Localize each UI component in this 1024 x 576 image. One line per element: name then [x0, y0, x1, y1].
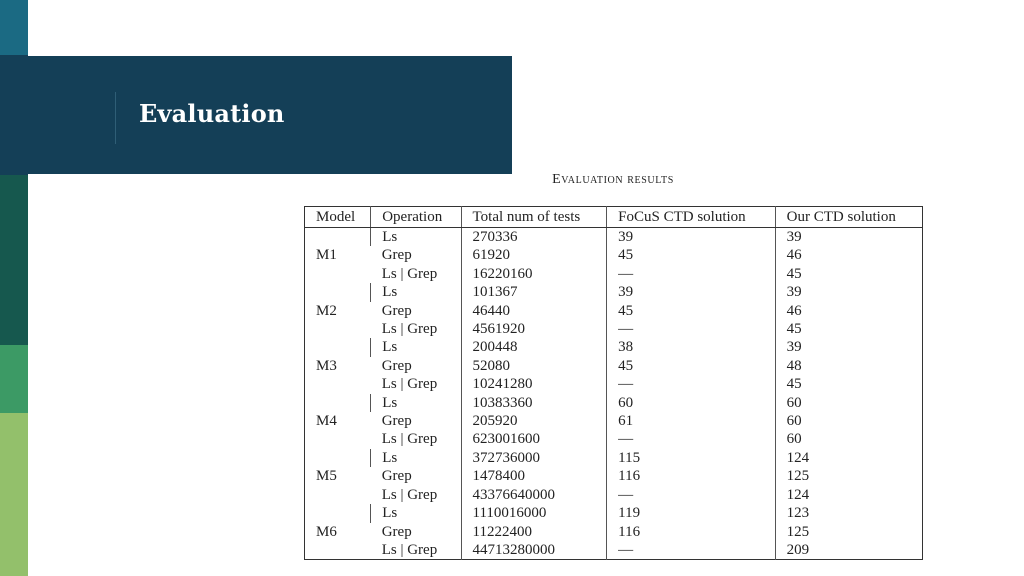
- our-solution-cell: 124: [775, 486, 922, 504]
- total-tests-cell: 10383360: [461, 394, 607, 412]
- total-tests-cell: 4561920: [461, 320, 607, 338]
- total-tests-cell: 1110016000: [461, 504, 607, 522]
- table-row: [305, 541, 923, 560]
- total-tests-cell: 11222400: [461, 523, 607, 541]
- our-solution-cell: 39: [775, 338, 922, 356]
- table-row: [305, 430, 923, 448]
- evaluation-results-table: [304, 206, 923, 560]
- focus-solution-cell: 39: [607, 283, 776, 301]
- operation-cell: Ls: [371, 283, 461, 301]
- table-row: [305, 357, 923, 375]
- operation-cell: Ls: [371, 338, 461, 356]
- operation-cell: Ls | Grep: [381, 431, 438, 448]
- our-solution-cell: 39: [775, 228, 922, 247]
- our-solution-cell: 60: [775, 412, 922, 430]
- our-solution-cell: 125: [775, 467, 922, 485]
- operation-cell: Grep: [381, 357, 412, 374]
- total-tests-cell: 200448: [461, 338, 607, 356]
- page-title: Evaluation: [139, 99, 285, 128]
- table-row: [305, 394, 923, 412]
- total-tests-cell: 16220160: [461, 265, 607, 283]
- total-tests-cell: 1478400: [461, 467, 607, 485]
- focus-solution-cell: —: [607, 541, 776, 560]
- focus-solution-cell: —: [607, 320, 776, 338]
- focus-solution-cell: 38: [607, 338, 776, 356]
- focus-solution-cell: —: [607, 486, 776, 504]
- operation-cell: Grep: [381, 302, 412, 319]
- focus-solution-cell: 60: [607, 394, 776, 412]
- total-tests-cell: 43376640000: [461, 486, 607, 504]
- table-row: [305, 246, 923, 264]
- table-row: [305, 486, 923, 504]
- our-solution-cell: 45: [775, 320, 922, 338]
- total-tests-cell: 270336: [461, 228, 607, 247]
- focus-solution-cell: —: [607, 375, 776, 393]
- focus-solution-cell: 39: [607, 228, 776, 247]
- operation-cell: Grep: [381, 468, 412, 485]
- our-solution-cell: 45: [775, 375, 922, 393]
- table-caption-text: Evaluation results: [552, 172, 674, 187]
- total-tests-cell: 61920: [461, 246, 607, 264]
- our-solution-cell: 60: [775, 394, 922, 412]
- model-cell: M3: [316, 357, 337, 374]
- table-row: [305, 320, 923, 338]
- model-cell: M6: [316, 523, 337, 540]
- focus-solution-cell: —: [607, 430, 776, 448]
- operation-cell: Ls | Grep: [381, 321, 438, 338]
- table-row: [305, 375, 923, 393]
- table-body: [305, 228, 923, 560]
- total-tests-cell: 205920: [461, 412, 607, 430]
- table-row: [305, 412, 923, 430]
- table-row: [305, 228, 923, 247]
- focus-solution-cell: 116: [607, 467, 776, 485]
- table-row: [305, 338, 923, 356]
- our-solution-cell: 124: [775, 449, 922, 467]
- operation-cell: Grep: [381, 413, 412, 430]
- table-row: [305, 449, 923, 467]
- operation-cell: Ls | Grep: [381, 265, 438, 282]
- our-solution-cell: 60: [775, 430, 922, 448]
- our-solution-cell: 39: [775, 283, 922, 301]
- operation-cell: Ls | Grep: [381, 376, 438, 393]
- our-solution-cell: 46: [775, 302, 922, 320]
- total-tests-cell: 46440: [461, 302, 607, 320]
- operation-cell: Ls: [371, 449, 461, 467]
- table-caption: [305, 172, 923, 188]
- focus-solution-cell: 45: [607, 302, 776, 320]
- table-row: [305, 283, 923, 301]
- total-tests-cell: 44713280000: [461, 541, 607, 560]
- column-header: Model: [305, 207, 371, 228]
- total-tests-cell: 10241280: [461, 375, 607, 393]
- model-cell: M2: [316, 302, 337, 319]
- operation-cell: Ls | Grep: [381, 486, 438, 503]
- side-stripe-dark-green: [0, 175, 28, 345]
- our-solution-cell: 125: [775, 523, 922, 541]
- operation-cell: Grep: [381, 247, 412, 264]
- focus-solution-cell: 116: [607, 523, 776, 541]
- our-solution-cell: 45: [775, 265, 922, 283]
- operation-cell: Grep: [381, 523, 412, 540]
- total-tests-cell: 372736000: [461, 449, 607, 467]
- column-header: Operation: [371, 207, 461, 228]
- our-solution-cell: 46: [775, 246, 922, 264]
- our-solution-cell: 123: [775, 504, 922, 522]
- side-stripe-top: [0, 0, 28, 55]
- side-stripe-green: [0, 345, 28, 413]
- column-header: Total num of tests: [461, 207, 607, 228]
- model-cell: M1: [316, 247, 337, 264]
- table-header-row: [305, 207, 923, 228]
- operation-cell: Ls | Grep: [381, 541, 438, 558]
- our-solution-cell: 209: [775, 541, 922, 560]
- column-header: Our CTD solution: [775, 207, 922, 228]
- operation-cell: Ls: [371, 504, 461, 522]
- table-row: [305, 265, 923, 283]
- total-tests-cell: 623001600: [461, 430, 607, 448]
- title-divider: [115, 92, 116, 144]
- focus-solution-cell: 61: [607, 412, 776, 430]
- focus-solution-cell: —: [607, 265, 776, 283]
- total-tests-cell: 101367: [461, 283, 607, 301]
- focus-solution-cell: 119: [607, 504, 776, 522]
- operation-cell: Ls: [371, 228, 461, 247]
- table-row: [305, 467, 923, 485]
- column-header: FoCuS CTD solution: [607, 207, 776, 228]
- table-row: [305, 523, 923, 541]
- our-solution-cell: 48: [775, 357, 922, 375]
- focus-solution-cell: 45: [607, 246, 776, 264]
- model-cell: M5: [316, 468, 337, 485]
- table-row: [305, 302, 923, 320]
- table-row: [305, 504, 923, 522]
- side-stripe-lime: [0, 413, 28, 576]
- operation-cell: Ls: [371, 394, 461, 412]
- focus-solution-cell: 115: [607, 449, 776, 467]
- total-tests-cell: 52080: [461, 357, 607, 375]
- focus-solution-cell: 45: [607, 357, 776, 375]
- model-cell: M4: [316, 413, 337, 430]
